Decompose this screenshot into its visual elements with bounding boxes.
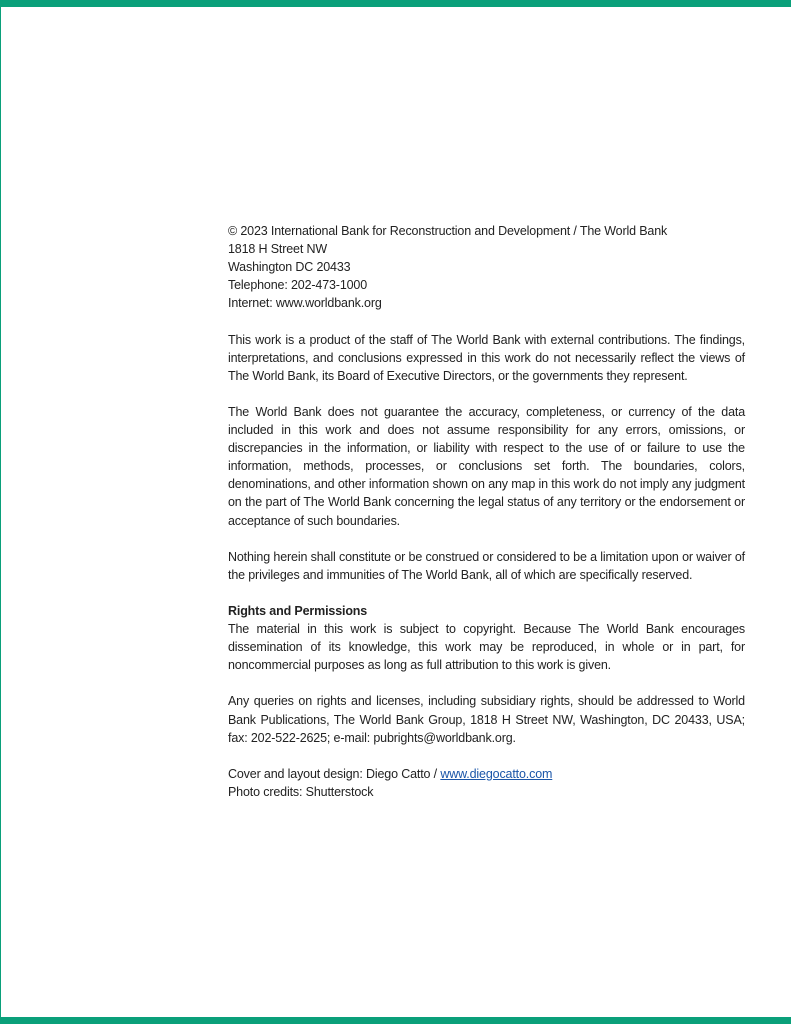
internet-line: Internet: www.worldbank.org <box>228 296 382 311</box>
design-credit-line <box>228 765 745 783</box>
left-accent-edge <box>0 0 1 1024</box>
bottom-accent-bar <box>0 1017 791 1024</box>
address-block <box>228 222 745 312</box>
street-line: 1818 H Street NW <box>228 242 328 257</box>
queries-paragraph: Any queries on rights and licenses, including subsidiary rights, should be addressed to World Bank Publications, The World Bank Group, 1818 H Street NW, Washington, DC 20433, USA; fax: 202-522-2625; e-mail: pubrights@worldbank.org. <box>228 694 745 745</box>
rights-section <box>228 602 745 674</box>
disclaimer-accuracy-paragraph: The World Bank does not guarantee the accuracy, completeness, or currency of the data included in this work and does not assume responsibility for any errors, omissions, or discrepancies in the information, or liability with respect to the use of or failure to use the information, methods, processes, or conclusions set forth. The boundaries, colors, denominations, and other information shown on any map in this work do not imply any judgment on the part of The World Bank concerning the legal status of any territory or the endorsement or acceptance of such boundaries. <box>228 404 745 528</box>
disclaimer-views-paragraph: This work is a product of the staff of The World Bank with external contributions. The findings, interpretations, and conclusions expressed in this work do not necessarily reflect the views of The World Bank, its Board of Executive Directors, or the governments they represent. <box>228 332 745 383</box>
copyright-line: © 2023 International Bank for Reconstruction and Development / The World Bank <box>228 224 668 238</box>
rights-heading: Rights and Permissions <box>228 603 368 618</box>
city-line: Washington DC 20433 <box>228 260 351 275</box>
designer-website-link[interactable]: www.diegocatto.com <box>440 766 553 781</box>
credits-block <box>228 765 745 801</box>
top-accent-bar <box>0 0 791 7</box>
design-credit-text: Cover and layout design: Diego Catto / <box>228 766 441 781</box>
photo-credit-line: Photo credits: Shutterstock <box>228 784 374 799</box>
disclaimer-privileges-paragraph: Nothing herein shall constitute or be construed or considered to be a limitation upon or waiver of the privileges and immunities of The World Bank, all of which are specifically reserved. <box>228 549 745 582</box>
copyright-page-content <box>228 222 745 819</box>
telephone-line: Telephone: 202-473-1000 <box>228 278 368 293</box>
rights-body: The material in this work is subject to copyright. Because The World Bank encourages dissemination of its knowledge, this work may be reproduced, in whole or in part, for noncommercial purposes as long as full attribution to this work is given. <box>228 622 745 673</box>
